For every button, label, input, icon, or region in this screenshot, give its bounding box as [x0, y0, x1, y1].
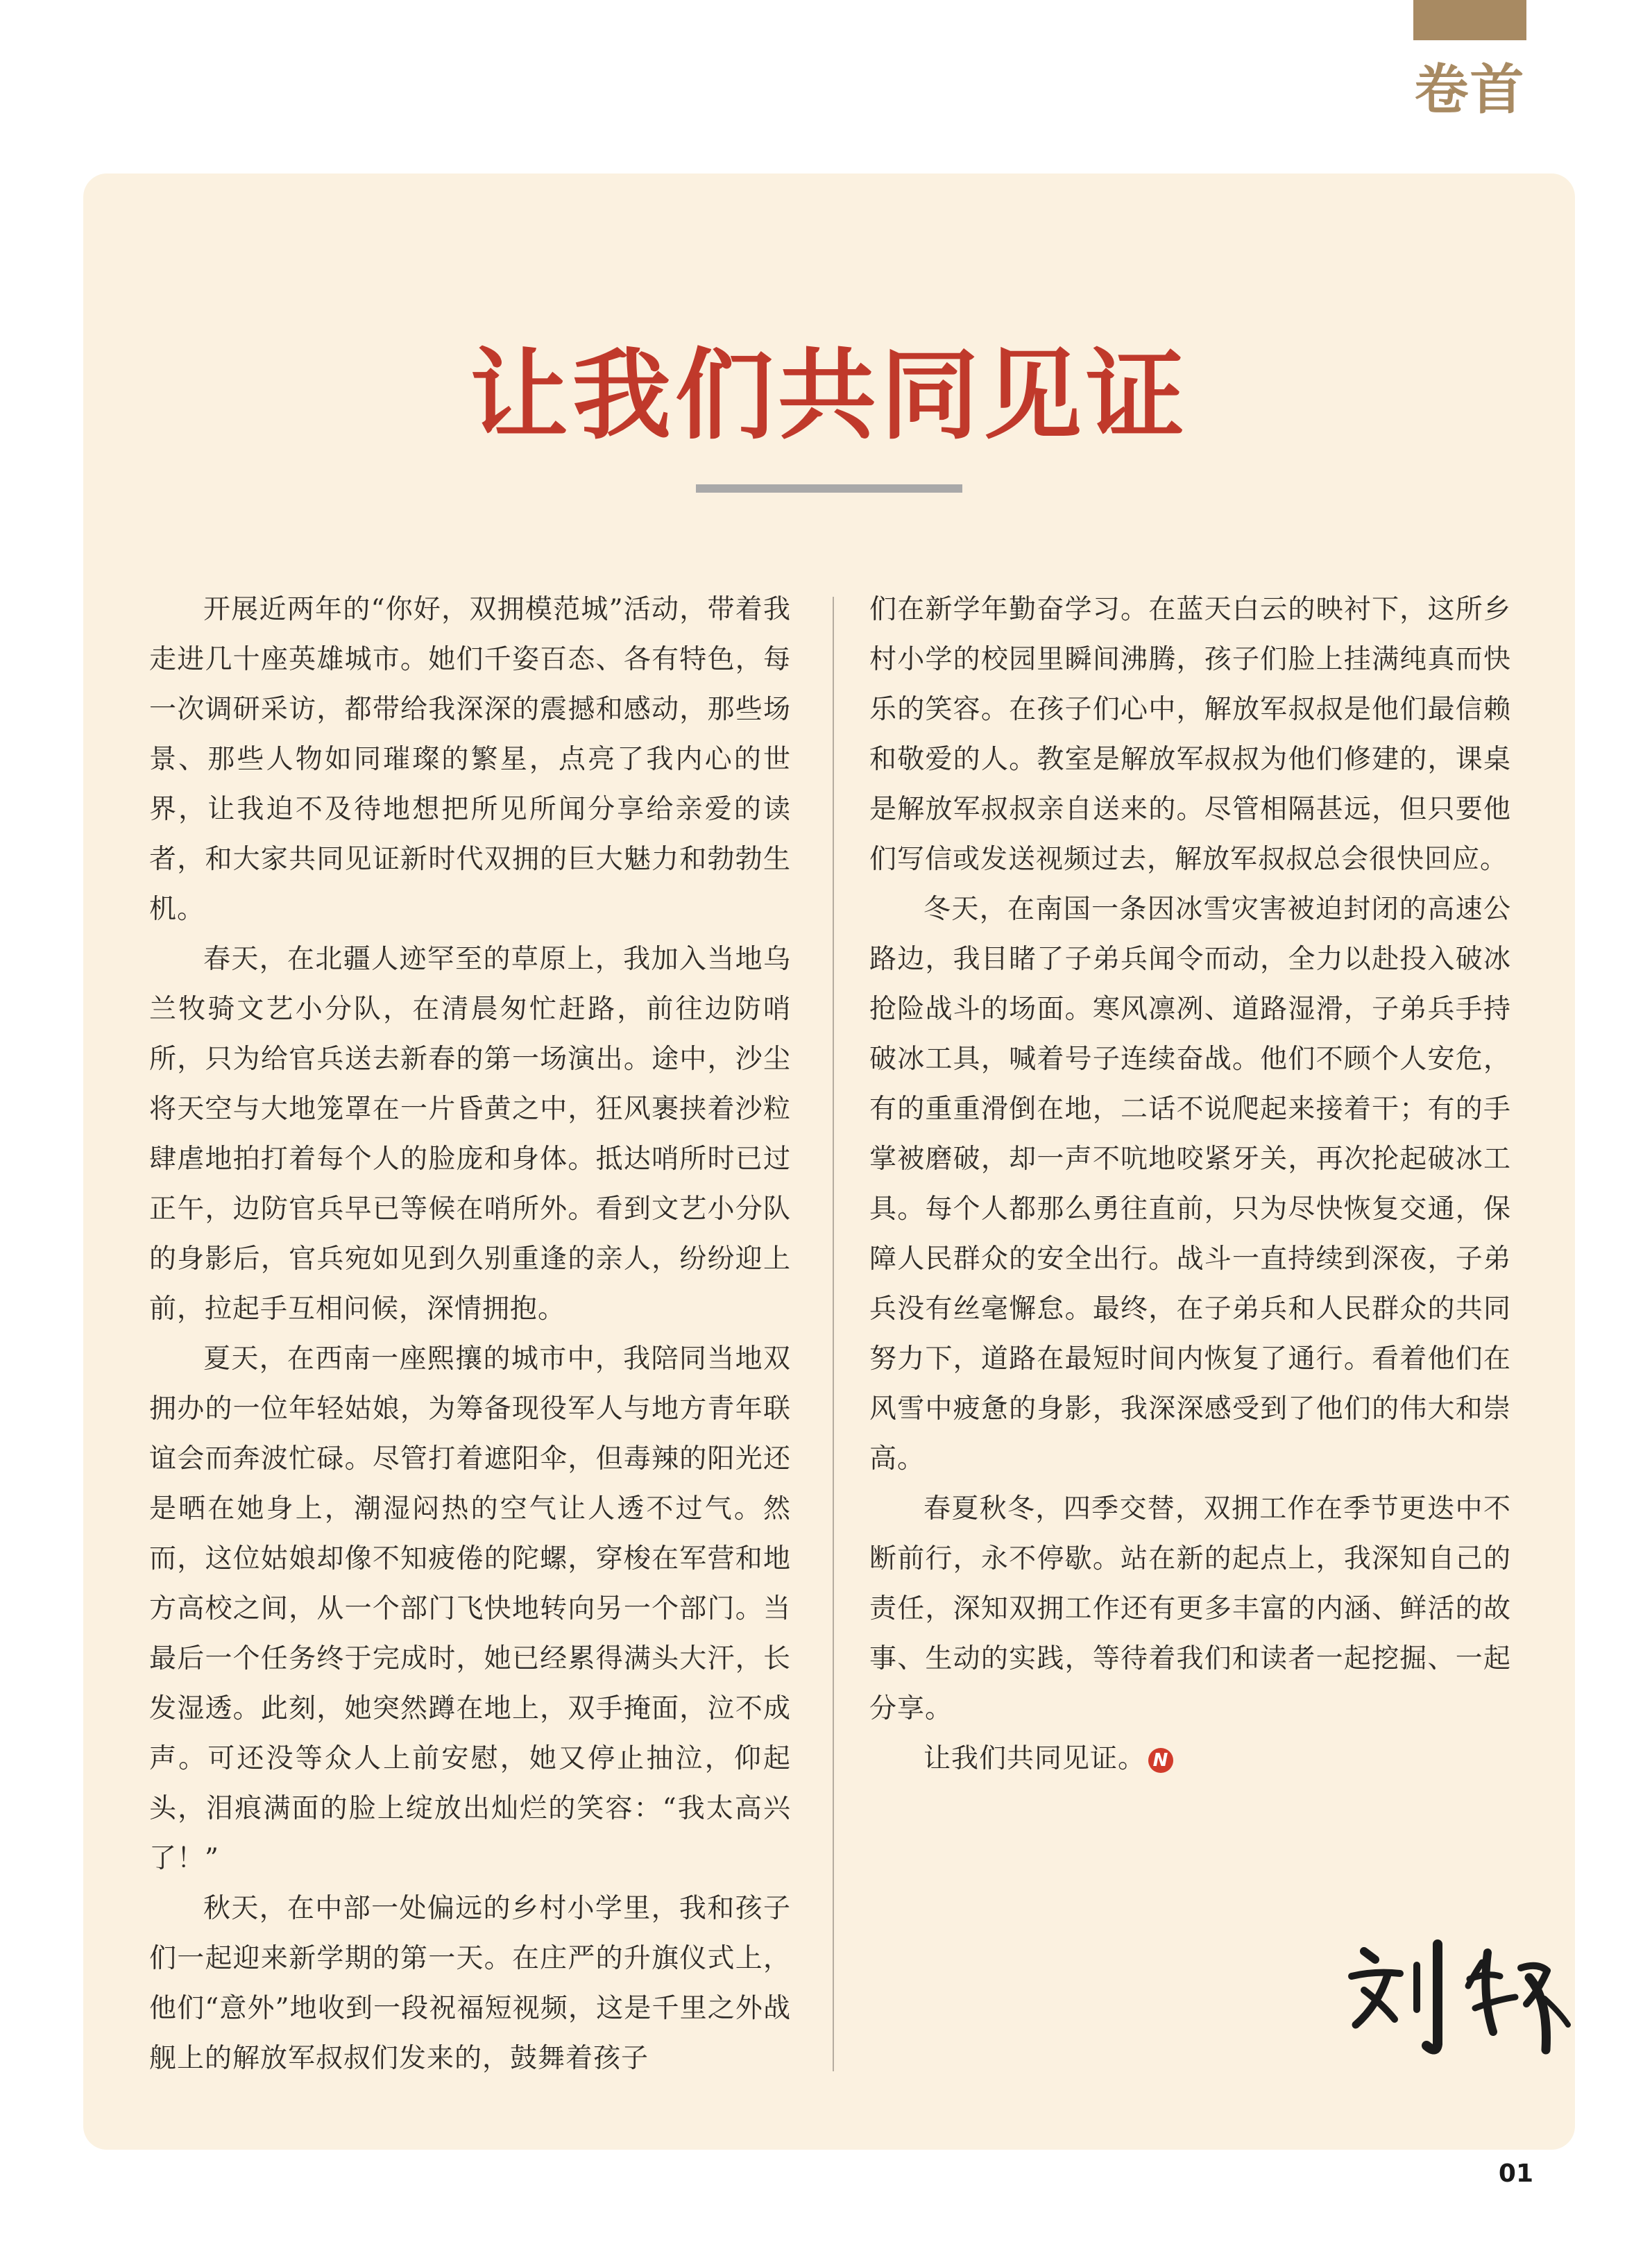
closing-text: 让我们共同见证。 — [923, 1743, 1146, 1774]
paragraph-autumn-continued: 们在新学年勤奋学习。在蓝天白云的映衬下，这所乡村小学的校园里瞬间沸腾，孩子们脸上挂满纯真而快乐的笑容。在孩子们心中，解放军叔叔是他们最信赖和敬爱的人。教室是解放军叔叔为他们修建的，课桌是解放军叔叔亲自送来的。尽管相隔甚远，但只要他们写信或发送视频过去，解放军叔叔总会很快回应。 — [869, 594, 1511, 875]
section-label: 卷首 — [1414, 59, 1526, 121]
paragraph-spring: 春天，在北疆人迹罕至的草原上，我加入当地乌兰牧骑文艺小分队，在清晨匆忙赶路，前往边防哨所，只为给官兵送去新春的第一场演出。途中，沙尘将天空与大地笼罩在一片昏黄之中，狂风裹挟着沙粒肆虐地拍打着每个人的脸庞和身体。抵达哨所时已过正午，边防官兵早已等候在哨所外。看到文艺小分队的身影后，官兵宛如见到久别重逢的亲人，纷纷迎上前，拉起手互相问候，深情拥抱。 — [149, 944, 791, 1325]
paragraph-summer: 夏天，在西南一座熙攘的城市中，我陪同当地双拥办的一位年轻姑娘，为筹备现役军人与地方青年联谊会而奔波忙碌。尽管打着遮阳伞，但毒辣的阳光还是晒在她身上，潮湿闷热的空气让人透不过气。然而，这位姑娘却像不知疲倦的陀螺，穿梭在军营和地方高校之间，从一个部门飞快地转向另一个部门。当最后一个任务终于完成时，她已经累得满头大汗，长发湿透。此刻，她突然蹲在地上，双手掩面，泣不成声。可还没等众人上前安慰，她又停止抽泣，仰起头，泪痕满面的脸上绽放出灿烂的笑容：“我太高兴了！” — [149, 1343, 791, 1874]
article-panel — [83, 173, 1575, 2150]
paragraph-autumn: 秋天，在中部一处偏远的乡村小学里，我和孩子们一起迎来新学期的第一天。在庄严的升旗仪式上，他们“意外”地收到一段祝福短视频，这是千里之外战舰上的解放军叔叔们发来的，鼓舞着孩子 — [149, 1893, 791, 2074]
left-column — [149, 585, 791, 2084]
title-underline — [696, 484, 962, 493]
author-signature — [1339, 1908, 1589, 2075]
article-title: 让我们共同见证 — [470, 338, 1189, 453]
column-divider — [833, 597, 834, 2071]
page-number: 01 — [1498, 2159, 1533, 2188]
right-column — [869, 585, 1511, 1784]
end-mark-icon: N — [1148, 1748, 1173, 1773]
paragraph-intro: 开展近两年的“你好，双拥模范城”活动，带着我走进几十座英雄城市。她们千姿百态、各有特色，每一次调研采访，都带给我深深的震撼和感动，那些场景、那些人物如同璀璨的繁星，点亮了我内心的世界，让我迫不及待地想把所见所闻分享给亲爱的读者，和大家共同见证新时代双拥的巨大魅力和勃勃生机。 — [149, 594, 791, 925]
paragraph-winter: 冬天，在南国一条因冰雪灾害被迫封闭的高速公路边，我目睹了子弟兵闻令而动，全力以赴投入破冰抢险战斗的场面。寒风凛冽、道路湿滑，子弟兵手持破冰工具，喊着号子连续奋战。他们不顾个人安危，有的重重滑倒在地，二话不说爬起来接着干；有的手掌被磨破，却一声不吭地咬紧牙关，再次抡起破冰工具。每个人都那么勇往直前，只为尽快恢复交通，保障人民群众的安全出行。战斗一直持续到深夜，子弟兵没有丝毫懈怠。最终，在子弟兵和人民群众的共同努力下，道路在最短时间内恢复了通行。看着他们在风雪中疲惫的身影，我深深感受到了他们的伟大和崇高。 — [869, 894, 1511, 1475]
header-tab-bar — [1413, 0, 1526, 40]
paragraph-closing — [869, 1734, 1511, 1784]
paragraph-seasons: 春夏秋冬，四季交替，双拥工作在季节更迭中不断前行，永不停歇。站在新的起点上，我深知自己的责任，深知双拥工作还有更多丰富的内涵、鲜活的故事、生动的实践，等待着我们和读者一起挖掘、一起分享。 — [869, 1493, 1511, 1724]
